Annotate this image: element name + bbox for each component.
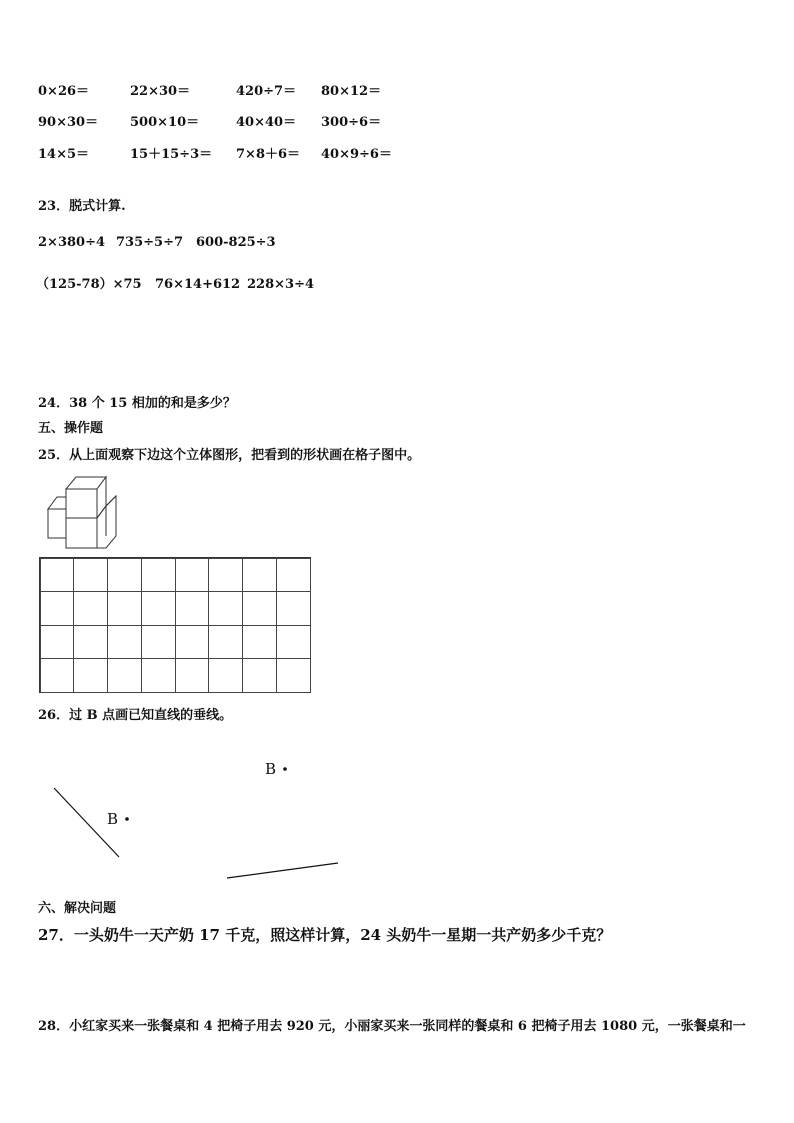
oral-calc-item: 40×40＝: [236, 115, 297, 130]
question-24-title: 24．38 个 15 相加的和是多少？: [38, 396, 236, 411]
calc-expression: 735÷5÷7: [116, 235, 184, 250]
question-25-title: 25．从上面观察下边这个立体图形，把看到的形状画在格子图中。: [38, 448, 421, 463]
point-b-lower-dot: [125, 817, 129, 821]
calc-expression: 2×380÷4: [38, 235, 106, 250]
oral-calc-item: 22×30＝: [130, 84, 191, 99]
calc-expression: 600-825÷3: [196, 235, 276, 250]
oral-calc-item: 7×8＋6＝: [236, 147, 301, 162]
oral-calc-item: 500×10＝: [130, 115, 200, 130]
point-b-upper-dot: [283, 767, 287, 771]
question-26-title: 26．过 B 点画已知直线的垂线。: [38, 708, 233, 723]
calc-expression: 76×14+612: [155, 277, 241, 292]
question-28-title: 28．小红家买来一张餐桌和 4 把椅子用去 920 元，小丽家买来一张同样的餐桌和 6 把椅子用去 1080 元，一张餐桌和一: [38, 1019, 746, 1034]
section-5-title: 五、操作题: [38, 421, 104, 436]
point-b-lower-label: B: [107, 810, 119, 828]
oral-calc-item: 40×9÷6＝: [321, 147, 392, 162]
section-6-title: 六、解决问题: [38, 901, 117, 916]
calc-expression: 228×3÷4: [247, 277, 315, 292]
question-27-title: 27．一头奶牛一天产奶 17 千克，照这样计算，24 头奶牛一星期一共产奶多少千克？: [38, 926, 612, 944]
calc-expression: （125-78）×75: [36, 277, 142, 292]
oral-calc-item: 15＋15÷3＝: [130, 147, 213, 162]
oral-calc-item: 80×12＝: [321, 84, 382, 99]
oral-calc-item: 90×30＝: [38, 115, 99, 130]
point-b-upper-label: B: [265, 760, 277, 778]
oral-calc-item: 14×5＝: [38, 147, 90, 162]
oral-calc-item: 0×26＝: [38, 84, 90, 99]
given-line-2: [227, 863, 338, 878]
question-23-title: 23．脱式计算.: [38, 199, 126, 214]
oral-calc-item: 300÷6＝: [321, 115, 382, 130]
oral-calc-item: 420÷7＝: [236, 84, 297, 99]
